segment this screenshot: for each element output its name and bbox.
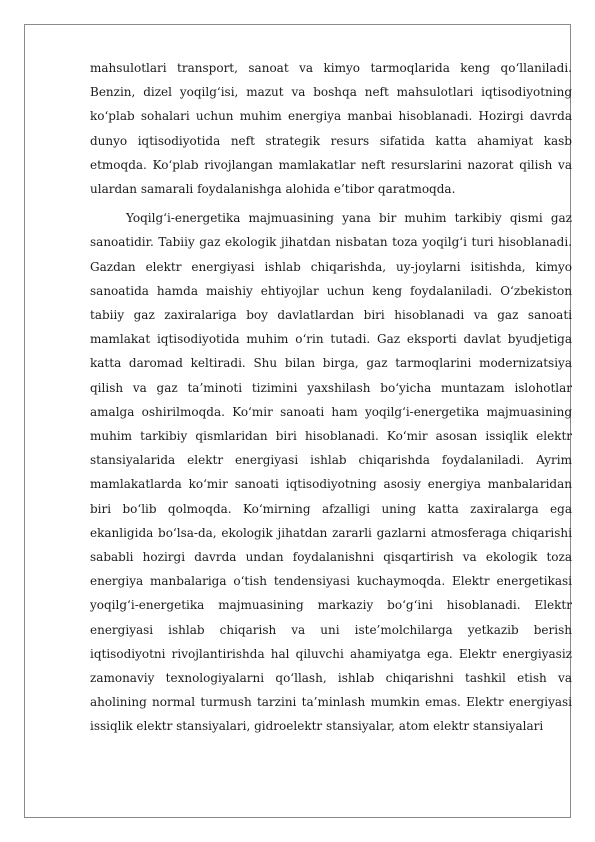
paragraph-fuel-energy-complex: Yoqilg‘i-energetika majmuasining yana bir muhim tarkibiy qismi gaz sanoatidir. Tabiiy gaz ekologik jihatdan nisbatan toza yoqilg‘i turi hisoblanadi. Gazdan elektr energiyasi ishlab chiqarishda, uy-joylarni isitishda, kimyo sanoatida hamda maishiy ehtiyojlar uchun keng foydalaniladi. O‘zbekiston tabiiy gaz zaxiralariga boy davlatlardan biri hisoblanadi va gaz sanoati mamlakat iqtisodiyotida muhim o‘rin tutadi. Gaz eksporti davlat byudjetiga katta daromad keltiradi. Shu bilan birga, gaz tarmoqlarini modernizatsiya qilish va gaz ta’minoti tizimini yaxshilash bo‘yicha muntazam islohotlar amalga oshirilmoqda. Ko‘mir sanoati ham yoqilg‘i-energetika majmuasining muhim tarkibiy qismlaridan biri hisoblanadi. Ko‘mir asosan issiqlik elektr stansiyalarida elektr energiyasi ishlab chiqarishda foydalaniladi. Ayrim mamlakatlarda ko‘mir sanoati iqtisodiyotning asosiy energiya manbalaridan biri bo‘lib qolmoqda. Ko‘mirning afzalligi uning katta zaxiralarga ega ekanligida bo‘lsa-da, ekologik jihatdan zararli gazlarni atmosferaga chiqarishi sababli hozirgi davrda undan foydalanishni qisqartirish va ekologik toza energiya manbalariga o‘tish tendensiyasi kuchaymoqda. Elektr energetikasi yoqilg‘i-energetika majmuasining markaziy bo‘g‘ini hisoblanadi. Elektr energiyasi ishlab chiqarish va uni iste’molchilarga yetkazib berish iqtisodiyotni rivojlantirishda hal qiluvchi ahamiyatga ega. Elektr energiyasiz zamonaviy texnologiyalarni qo‘llash, ishlab chiqarishni tashkil etish va aholining normal turmush tarzini ta’minlash mumkin emas. Elektr energiyasi issiqlik elektr stansiyalari, gidroelektr stansiyalar, atom elektr stansiyalari <box>90 211 572 734</box>
paragraph-continued: mahsulotlari transport, sanoat va kimyo tarmoqlarida keng qo‘llaniladi. Benzin, dizel yoqilg‘isi, mazut va boshqa neft mahsulotlari iqtisodiyotning ko‘plab sohalari uchun muhim energiya manbai hisoblanadi. Hozirgi davrda dunyo iqtisodiyotida neft strategik resurs sifatida katta ahamiyat kasb etmoqda. Ko‘plab rivojlangan mamlakatlar neft resurslarini nazorat qilish va ulardan samarali foydalanishga alohida e’tibor qaratmoqda. <box>90 61 572 197</box>
document-body <box>90 56 572 739</box>
